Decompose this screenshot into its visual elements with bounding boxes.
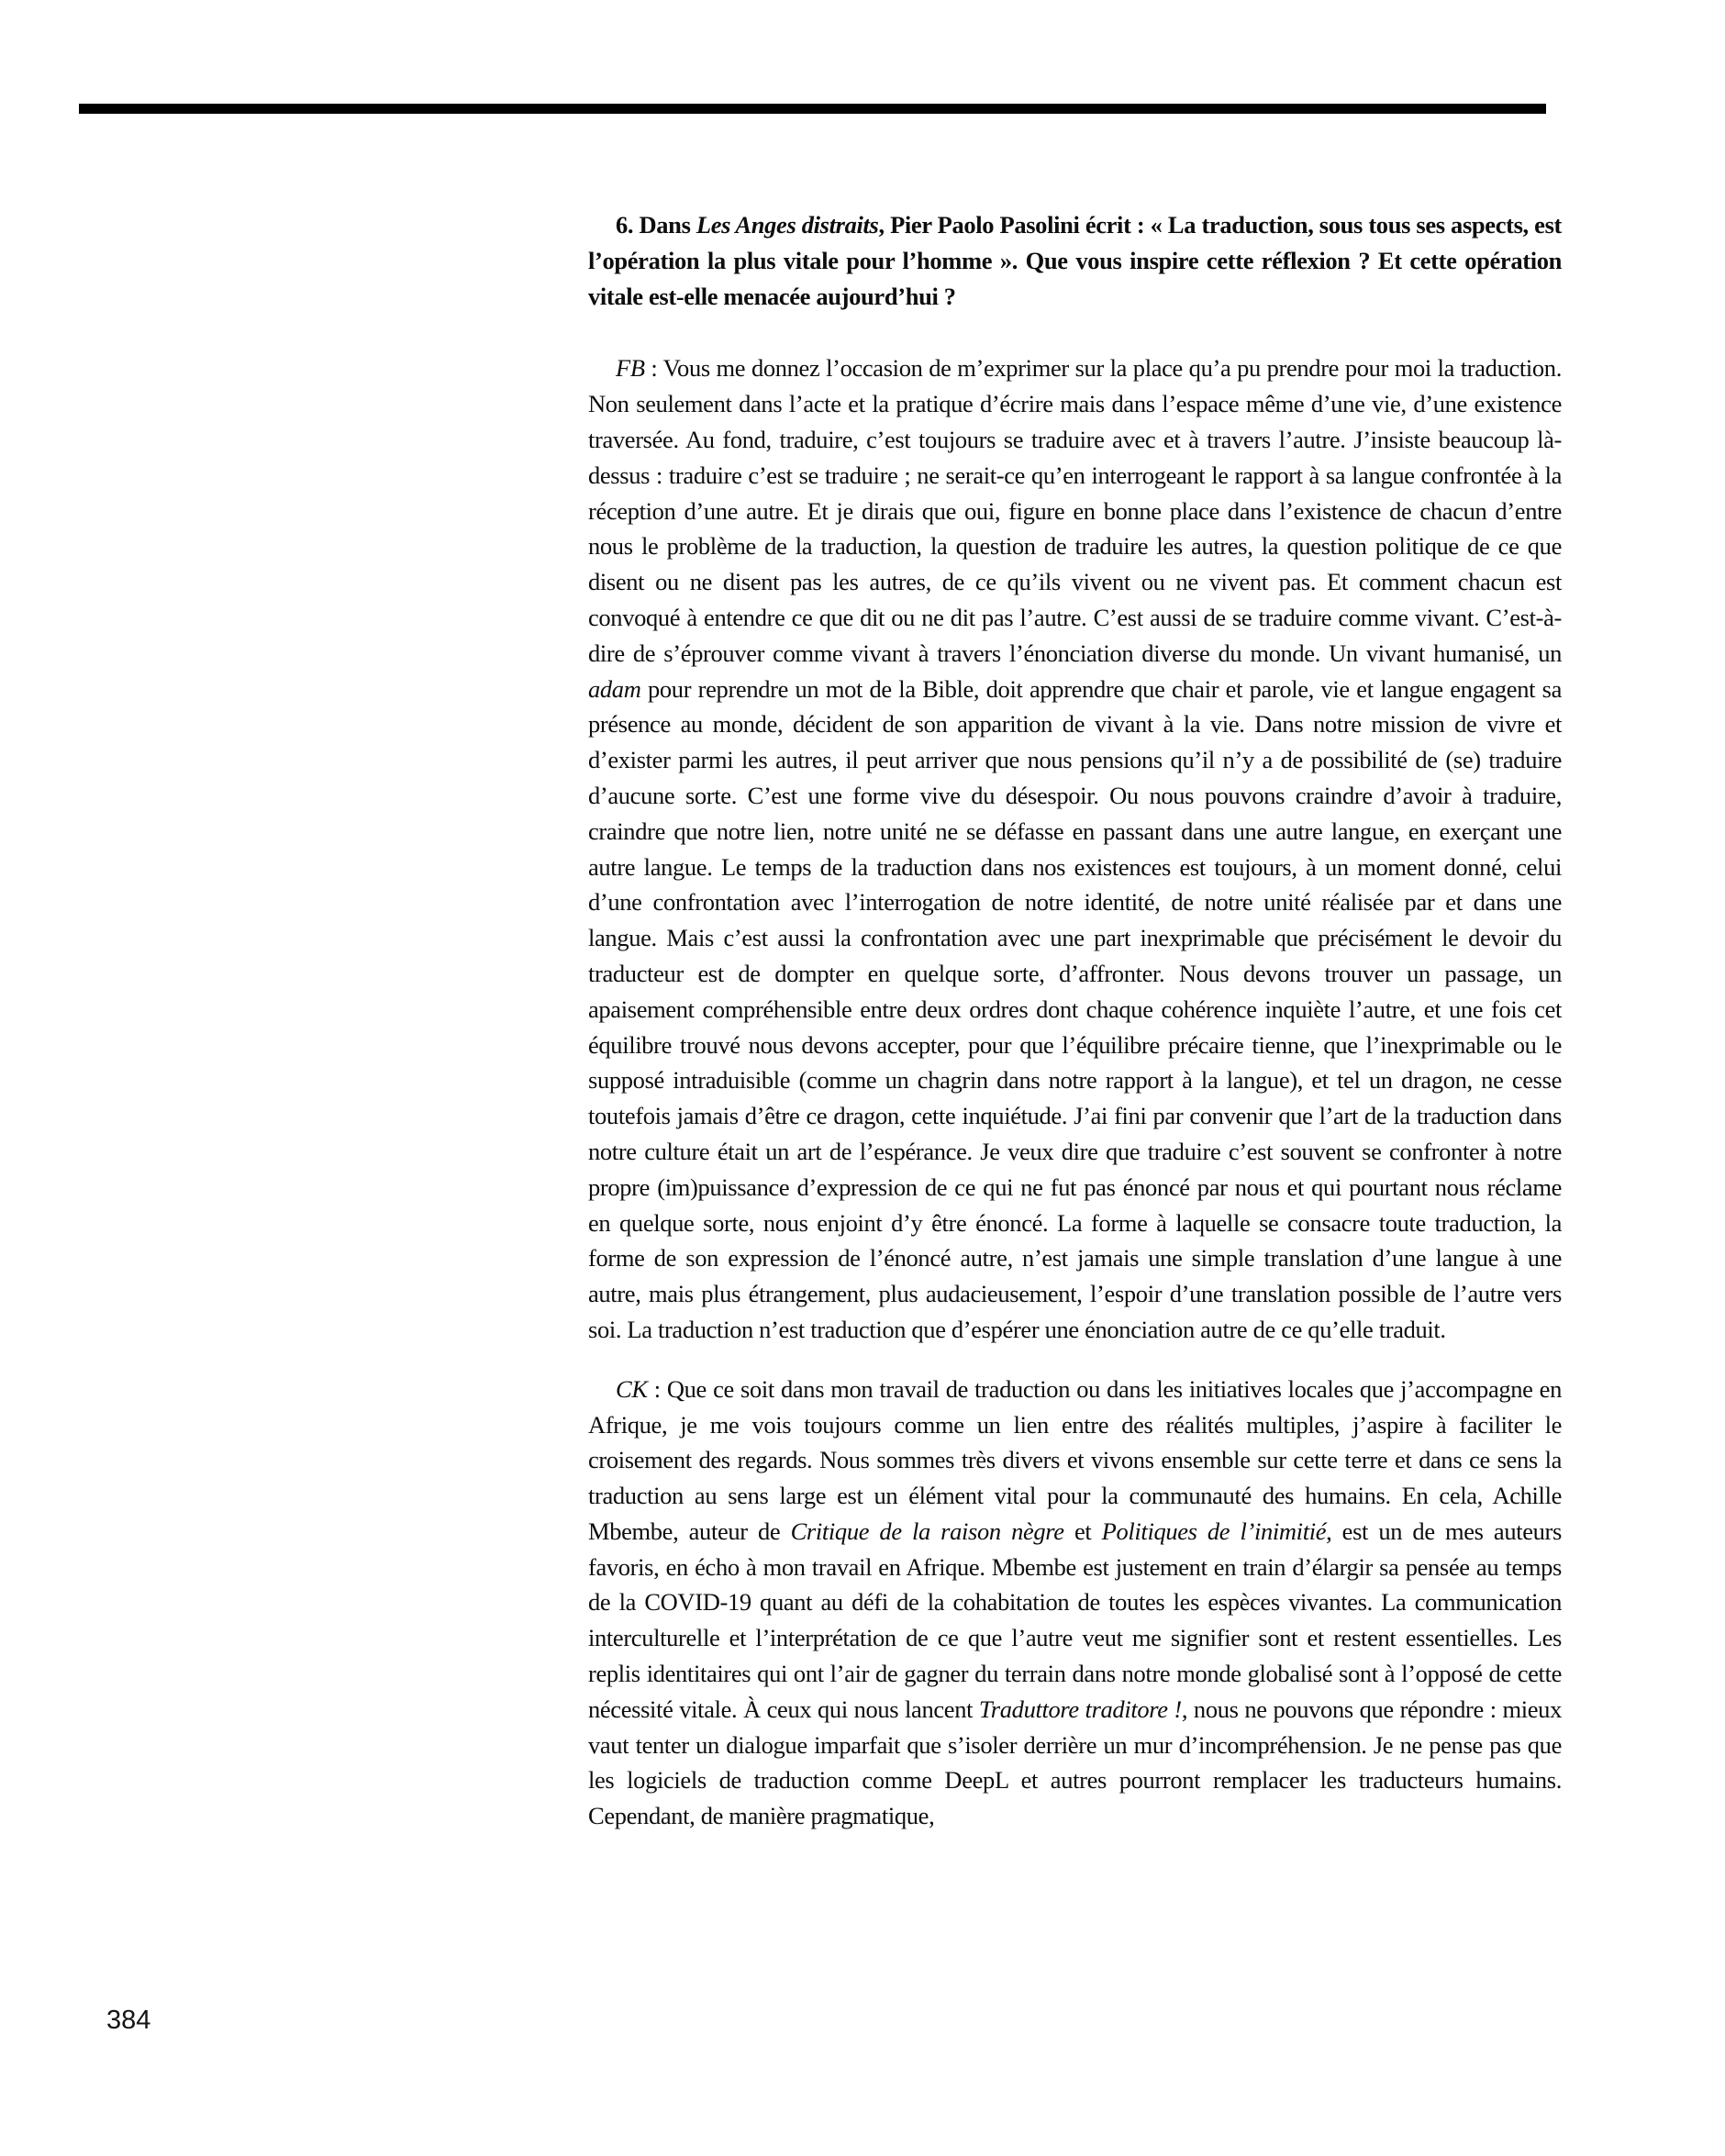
italic-text-segment: Politiques de l’inimitié xyxy=(1101,1517,1327,1545)
text-segment: : Que ce soit dans mon travail de traduction ou dans les initiatives locales que j’accompagne en Afrique, je me vois toujours comme un lien entre des réalités multiples, j’aspire à faciliter le croisement des regards. Nous sommes très divers et vivons ensemble sur cette terre et dans ce sens la traduction au sens large est un élément vital pour la communauté des humains. En cela, Achille Mbembe, auteur de xyxy=(588,1374,1562,1545)
text-segment: et xyxy=(1063,1517,1102,1545)
page-number: 384 xyxy=(106,2006,151,2035)
text-segment: : Vous me donnez l’occasion de m’exprimer sur la place qu’a pu prendre pour moi la traduction. Non seulement dans l’acte et la pratique d’écrire mais dans l’espace même d’une vie, d’une existence traversée. Au fond, traduire, c’est toujours se traduire avec et à travers l’autre. J’insiste beaucoup là-dessus : traduire c’est se traduire ; ne serait-ce qu’en interrogeant le rapport à sa langue confrontée à la réception d’une autre. Et je dirais que oui, figure en bonne place dans l’existence de chacun d’entre nous le problème de la traduction, la question de traduire les autres, la question politique de ce que disent ou ne disent pas les autres, de ce qu’ils vivent ou ne vivent pas. Et comment chacun est convoqué à entendre ce que dit ou ne dit pas l’autre. C’est aussi de se traduire comme vivant. C’est-à-dire de s’éprouver comme vivant à travers l’énonciation diverse du monde. Un vivant humanisé, un xyxy=(588,354,1562,667)
top-rule xyxy=(79,104,1546,114)
text-segment: pour reprendre un mot de la Bible, doit apprendre que chair et parole, vie et langue engagent sa présence au monde, décident de son apparition de vivant à la vie. Dans notre mission de vivre et d’exister parmi les autres, il peut arriver que nous pensions qu’il n’y a de possibilité de (se) traduire d’aucune sorte. C’est une forme vive du désespoir. Ou nous pouvons craindre d’avoir à traduire, craindre que notre lien, notre unité ne se défasse en passant dans une autre langue, en exerçant une autre langue. Le temps de la traduction dans nos existences est toujours, à un moment donné, celui d’une confrontation avec l’interrogation de notre identité, de notre unité réalisée par et dans une langue. Mais c’est aussi la confrontation avec une part inexprimable que précisément le devoir du traducteur est de dompter en quelque sorte, d’affronter. Nous devons trouver un passage, un apaisement compréhensible entre deux ordres dont chaque cohérence inquiète l’autre, et une fois cet équilibre trouvé nous devons accepter, pour que l’équilibre précaire tienne, que l’inexprimable ou le supposé intraduisible (comme un chagrin dans notre rapport à la langue), et tel un dragon, ne cesse toutefois jamais d’être ce dragon, cette inquiétude. J’ai fini par convenir que l’art de la traduction dans notre culture était un art de l’espérance. Je veux dire que traduire c’est souvent se confronter à notre propre (im)puissance d’expression de ce qui ne fut pas énoncé par nous et qui pourtant nous réclame en quelque sorte, nous enjoint d’y être énoncé. La forme à laquelle se consacre toute traduction, la forme de son expression de l’énoncé autre, n’est jamais une simple translation d’une langue à une autre, mais plus étrangement, plus audacieusement, l’espoir d’une translation possible de l’autre vers soi. La traduction n’est traduction que d’espérer une énonciation autre de ce qu’elle traduit. xyxy=(588,674,1562,1343)
italic-text-segment: FB xyxy=(616,354,645,383)
italic-text-segment: Traduttore traditore ! xyxy=(978,1695,1182,1723)
text-segment: 6. Dans xyxy=(616,211,696,239)
answer-paragraph-fb xyxy=(588,350,1562,1347)
text-column xyxy=(588,207,1562,1834)
italic-text-segment: Critique de la raison nègre xyxy=(790,1517,1064,1545)
italic-text-segment: CK xyxy=(616,1374,648,1403)
answer-paragraph-ck xyxy=(588,1372,1562,1834)
text-segment: , nous ne pouvons que répondre : mieux vaut tenter un dialogue imparfait que s’isoler derrière un mur d’incompréhension. Je ne pense pas que les logiciels de traduction comme DeepL et autres pourront remplacer les traducteurs humains. Cependant, de manière pragmatique, xyxy=(588,1695,1562,1830)
text-segment: , Pier Paolo Pasolini écrit : « La traduction, sous tous ses aspects, est l’opération la plus vitale pour l’homme ». Que vous inspire cette réflexion ? Et cette opération vitale est-elle menacée aujourd’hui ? xyxy=(588,211,1562,310)
interview-question xyxy=(588,207,1562,314)
text-segment: , est un de mes auteurs favoris, en écho à mon travail en Afrique. Mbembe est justement en train d’élargir sa pensée au temps de la COVID-19 quant au défi de la cohabitation de toutes les espèces vivantes. La communication interculturelle et l’interprétation de ce que l’autre veut me signifier sont et restent essentielles. Les replis identitaires qui ont l’air de gagner du terrain dans notre monde globalisé sont à l’opposé de cette nécessité vitale. À ceux qui nous lancent xyxy=(588,1517,1562,1723)
italic-text-segment: adam xyxy=(588,674,641,703)
italic-text-segment: Les Anges distraits xyxy=(696,211,879,239)
